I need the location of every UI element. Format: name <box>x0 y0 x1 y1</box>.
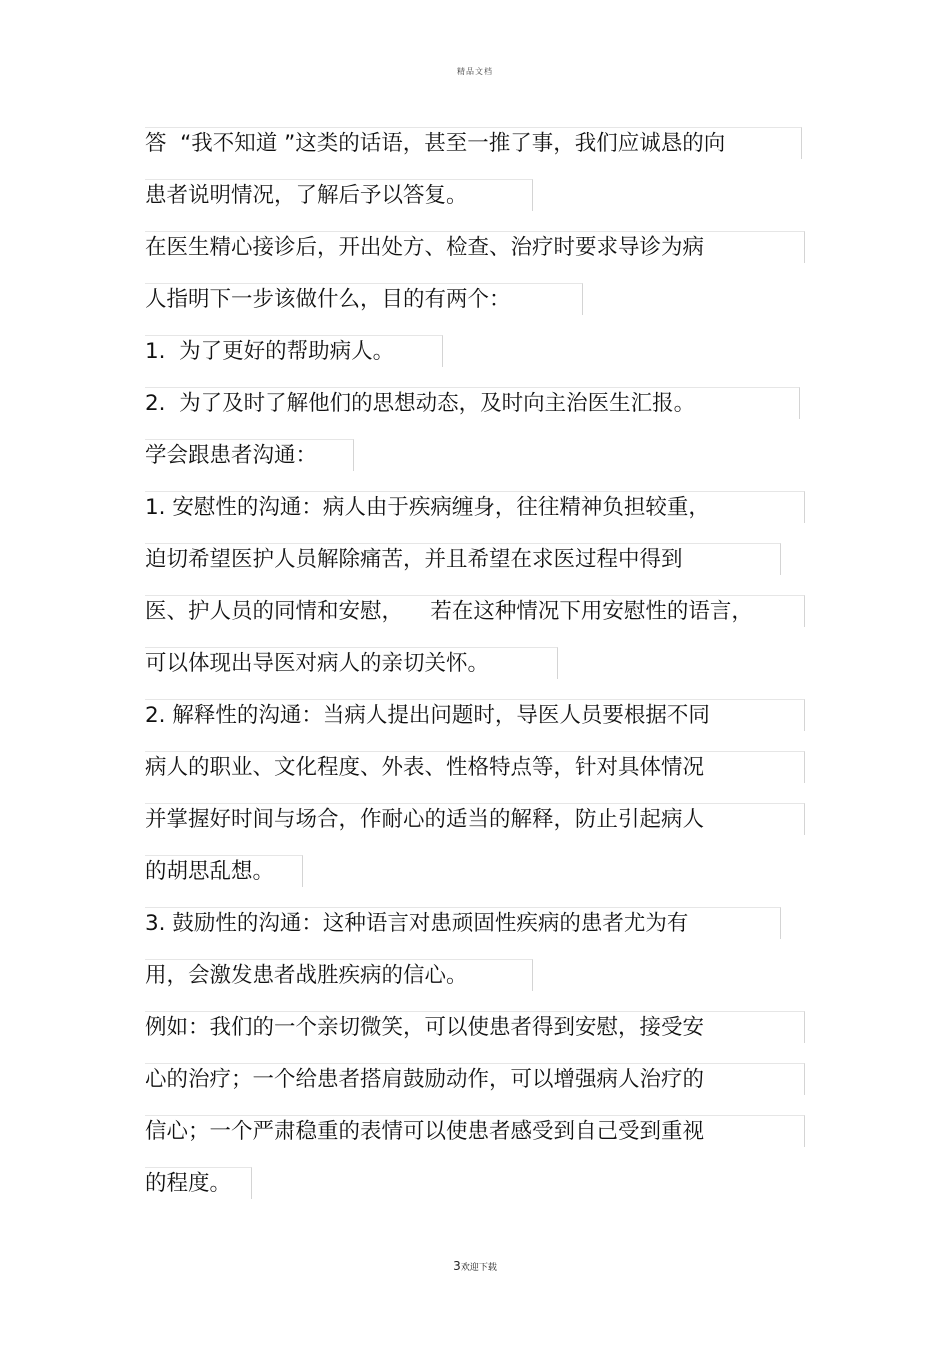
text-line: 用，会激发患者战胜疾病的信心。 <box>145 959 533 991</box>
text-line: 1. 安慰性的沟通：病人由于疾病缠身，往往精神负担较重， <box>145 491 805 523</box>
page-footer <box>0 1259 950 1273</box>
text-line: 心的治疗；一个给患者搭肩鼓励动作，可以增强病人治疗的 <box>145 1063 805 1095</box>
text-line: 的程度。 <box>145 1167 252 1199</box>
footer-text: 欢迎下载 <box>460 1263 497 1273</box>
text-line: 并掌握好时间与场合，作耐心的适当的解释，防止引起病人 <box>145 803 805 835</box>
text-line: 在医生精心接诊后，开出处方、检查、治疗时要求导诊为病 <box>145 231 805 263</box>
text-line: 例如：我们的一个亲切微笑，可以使患者得到安慰，接受安 <box>145 1011 805 1043</box>
text-line: 可以体现出导医对病人的亲切关怀。 <box>145 647 558 679</box>
text-line: 患者说明情况，了解后予以答复。 <box>145 179 533 211</box>
text-line: 3. 鼓励性的沟通：这种语言对患顽固性疾病的患者尤为有 <box>145 907 781 939</box>
list-item: 1. 为了更好的帮助病人。 <box>145 335 443 367</box>
list-item: 2. 为了及时了解他们的思想动态，及时向主治医生汇报。 <box>145 387 800 419</box>
text-line: 迫切希望医护人员解除痛苦，并且希望在求医过程中得到 <box>145 543 781 575</box>
text-line: 人指明下一步该做什么，目的有两个： <box>145 283 583 315</box>
text-line: 信心；一个严肃稳重的表情可以使患者感受到自己受到重视 <box>145 1115 805 1147</box>
page-number: 3 <box>453 1259 461 1273</box>
text-line: 答 “我不知道 ”这类的话语，甚至一推了事，我们应诚恳的向 <box>145 127 802 159</box>
section-heading: 学会跟患者沟通： <box>145 439 354 471</box>
text-line: 病人的职业、文化程度、外表、性格特点等，针对具体情况 <box>145 751 805 783</box>
text-line: 医、护人员的同情和安慰， 若在这种情况下用安慰性的语言， <box>145 595 805 627</box>
text-line: 的胡思乱想。 <box>145 855 303 887</box>
text-line: 2. 解释性的沟通：当病人提出问题时，导医人员要根据不同 <box>145 699 805 731</box>
page-header: 精品文档 <box>457 67 493 76</box>
